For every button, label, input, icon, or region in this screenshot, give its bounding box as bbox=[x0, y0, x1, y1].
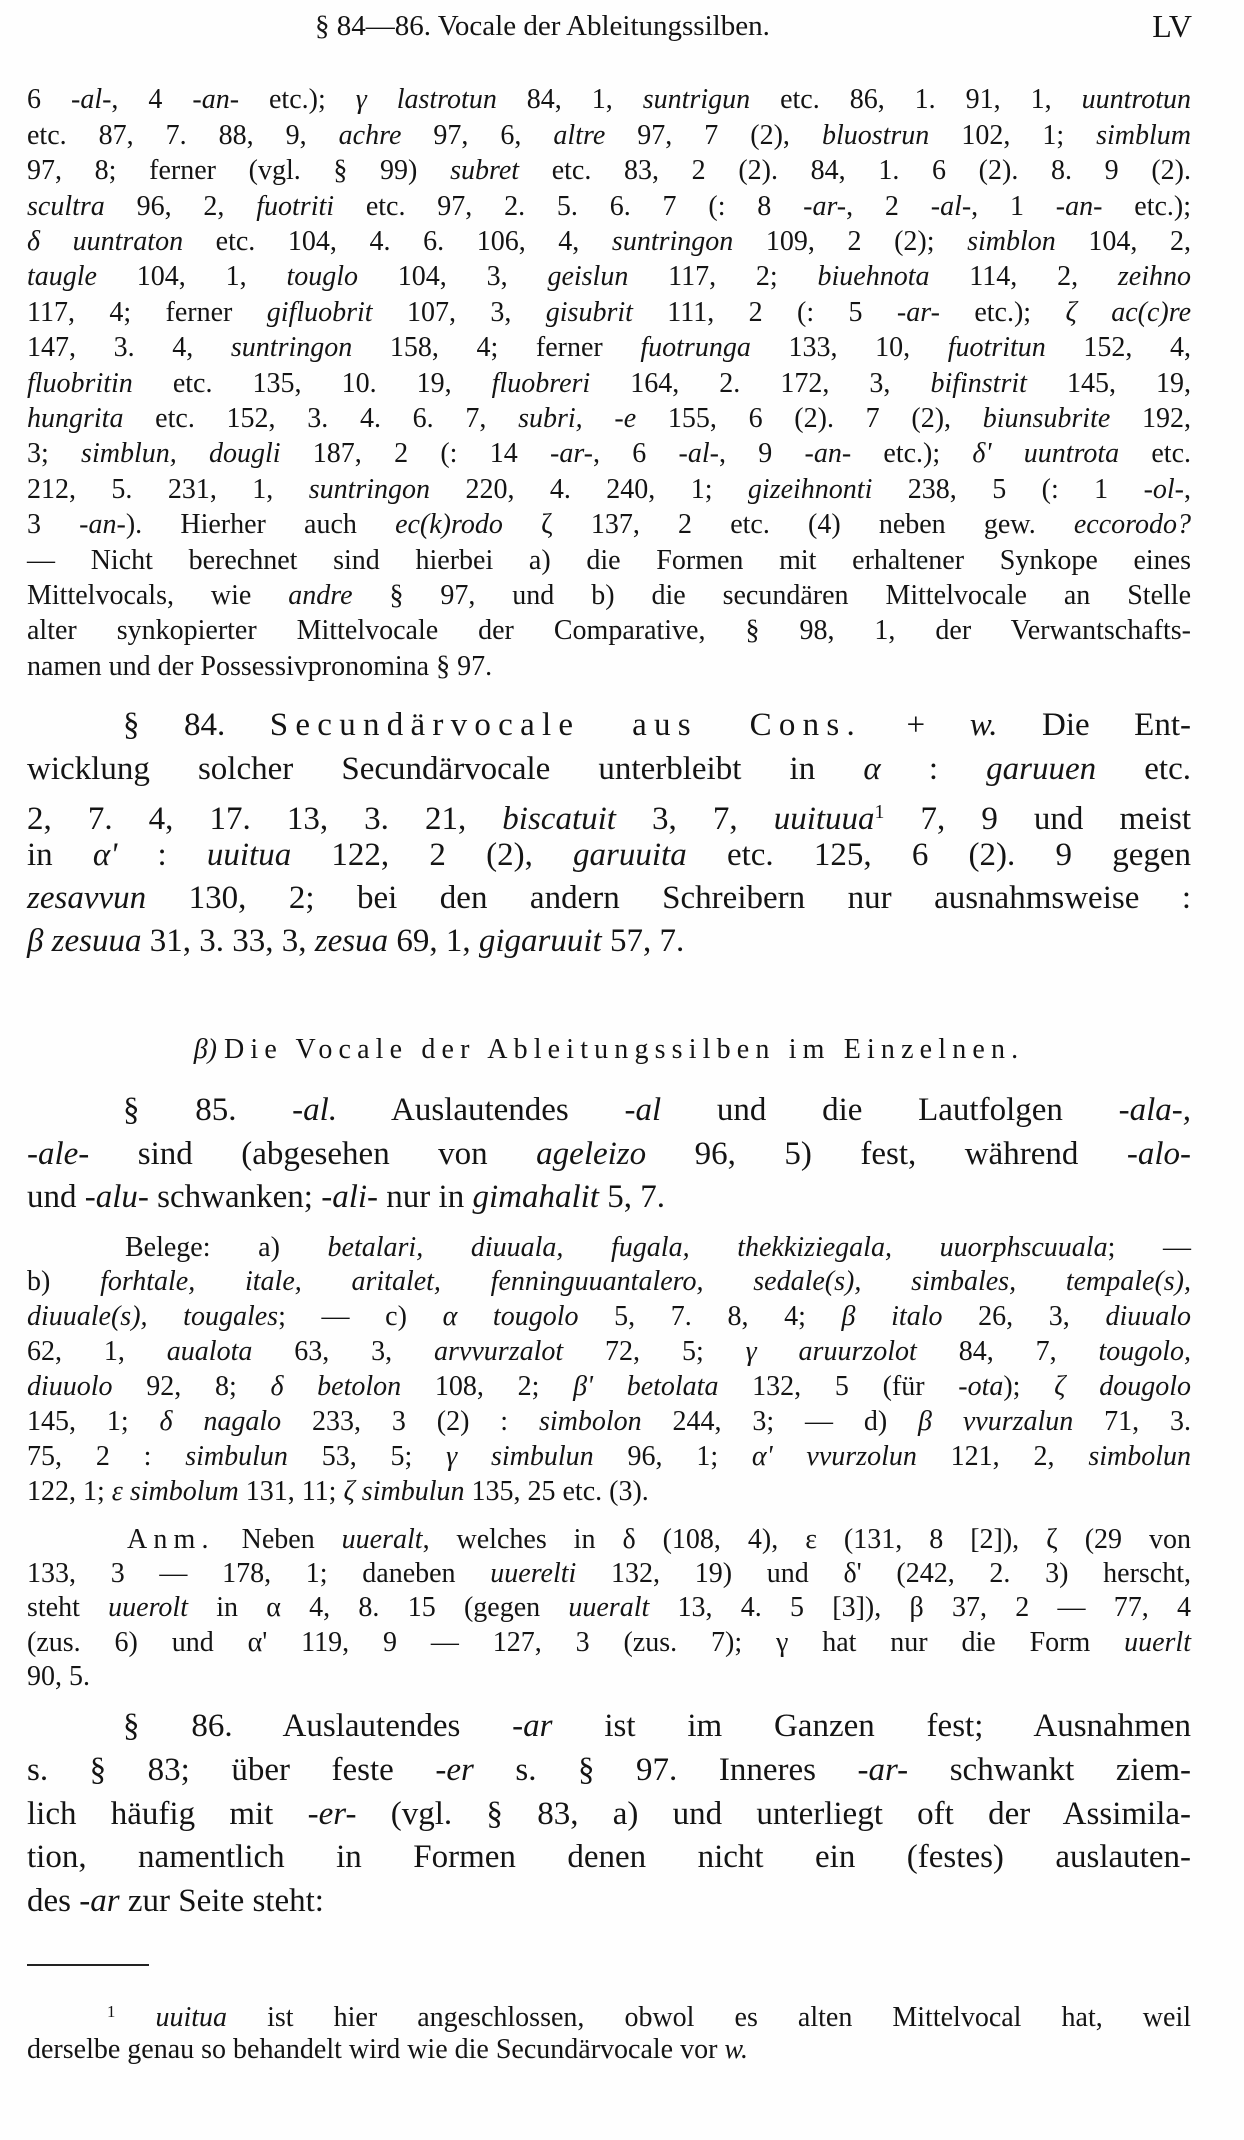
text-line bbox=[27, 649, 492, 684]
text-run: 13, 4. 5 [3]), β 37, 2 — 77, 4 bbox=[649, 1592, 1191, 1624]
text-line bbox=[27, 401, 1191, 436]
text-line bbox=[123, 704, 1191, 747]
italic-text: gigaruuit bbox=[478, 923, 602, 960]
text-run: 26, 3, bbox=[942, 1301, 1106, 1333]
text-run: 96, 1; bbox=[593, 1440, 752, 1472]
text-run bbox=[115, 2002, 155, 2033]
text-run: 145, 1; bbox=[27, 1406, 160, 1438]
text-line bbox=[27, 472, 1191, 507]
text-run: 69, 1, bbox=[388, 923, 479, 960]
italic-text: uuerolt bbox=[108, 1592, 188, 1624]
italic-text: al- bbox=[687, 438, 719, 470]
text-line bbox=[27, 1440, 1191, 1475]
text-line bbox=[27, 920, 684, 963]
italic-text: an- bbox=[1065, 190, 1103, 222]
italic-text: aualota bbox=[166, 1336, 253, 1368]
text-run: derselbe genau so behandelt wird wie die Secundärvocale vor bbox=[27, 2034, 725, 2065]
text-line bbox=[27, 543, 1191, 578]
text-run: (zus. 6) und α' 119, 9 — 127, 3 (zus. 7); γ hat nur die Form bbox=[27, 1626, 1125, 1658]
text-run: , 1 - bbox=[971, 190, 1066, 222]
footnote-marker: 1 bbox=[874, 800, 885, 823]
text-run: 164, 2. 172, 3, bbox=[590, 367, 931, 399]
text-line bbox=[27, 224, 1191, 259]
italic-text: δ nagalo bbox=[159, 1406, 282, 1438]
italic-text: betalari, diuuala, fugala, thekkiziegala, uuorphscuuala bbox=[327, 1231, 1108, 1263]
text-line bbox=[27, 259, 1191, 294]
text-run: 7, 9 und meist bbox=[884, 800, 1191, 837]
italic-text: touglo bbox=[286, 261, 358, 293]
text-run: 2, 7. 4, 17. 13, 3. 21, bbox=[27, 800, 503, 837]
text-run: 117, 4; ferner bbox=[27, 296, 267, 328]
text-run: 122, 2 (2), bbox=[291, 837, 574, 873]
text-run: 244, 3; — d) bbox=[641, 1406, 919, 1438]
text-line bbox=[27, 877, 1191, 920]
italic-text: fuotriti bbox=[256, 190, 335, 222]
text-line bbox=[27, 436, 1191, 471]
italic-text: -alu- bbox=[84, 1179, 149, 1216]
text-run: b) bbox=[27, 1266, 101, 1298]
italic-text: δ uuntraton bbox=[27, 225, 184, 257]
text-run: nur in bbox=[378, 1179, 473, 1216]
text-run: 108, 2; bbox=[401, 1371, 574, 1403]
text-run: 187, 2 (: 14 - bbox=[280, 438, 560, 470]
text-line bbox=[27, 1405, 1191, 1440]
text-run: alter synkopierter Mittelvocale der Comparative, § 98, 1, der Verwantschafts- bbox=[27, 615, 1191, 647]
italic-text: -er bbox=[435, 1751, 474, 1788]
italic-text: diuualo bbox=[1105, 1301, 1192, 1333]
italic-text: -al. bbox=[292, 1092, 338, 1129]
text-run: ). Hierher auch bbox=[125, 509, 396, 541]
text-run: tion, namentlich in Formen denen nicht ein (festes) auslauten- bbox=[27, 1839, 1191, 1876]
italic-text: w. bbox=[724, 2034, 749, 2065]
italic-text: scultra bbox=[27, 190, 105, 222]
running-head-title: § 84—86. Vocale der Ableitungssilben. bbox=[315, 10, 770, 42]
text-line bbox=[27, 1370, 1191, 1405]
text-run: etc.); bbox=[1102, 190, 1192, 222]
text-line bbox=[27, 1557, 1191, 1591]
text-line bbox=[27, 1749, 1191, 1793]
text-run: 132, 5 (für - bbox=[718, 1371, 968, 1403]
italic-text: bifinstrit bbox=[930, 367, 1027, 399]
footnote-marker: 1 bbox=[107, 2002, 116, 2021]
text-run: 109, 2 (2); bbox=[733, 225, 968, 257]
italic-text: ζ simbulun bbox=[343, 1475, 465, 1507]
text-run: 145, 19, bbox=[1026, 367, 1191, 399]
italic-text: uuerelti bbox=[490, 1558, 577, 1590]
text-run: 62, 1, bbox=[27, 1336, 167, 1368]
spaced-text: Die Vocale der Ableitungssilben im Einzelnen. bbox=[224, 1034, 1025, 1065]
italic-text: subret bbox=[450, 155, 520, 187]
text-run: 238, 5 (: 1 - bbox=[872, 473, 1153, 505]
italic-text: ota bbox=[967, 1371, 1004, 1403]
italic-text: -ar- bbox=[857, 1751, 909, 1788]
italic-text: zesua bbox=[314, 923, 389, 960]
text-line bbox=[27, 330, 1191, 365]
text-run: 220, 4. 240, 1; bbox=[430, 473, 748, 505]
text-run: schwankt ziem- bbox=[908, 1751, 1191, 1788]
text-run: 107, 3, bbox=[372, 296, 546, 328]
italic-text: achre bbox=[338, 119, 402, 151]
spaced-text: Secundärvocale aus Cons. bbox=[269, 707, 863, 744]
text-line bbox=[27, 82, 1191, 117]
italic-text: altre bbox=[553, 119, 606, 151]
text-run: 84, 1, bbox=[496, 84, 643, 116]
text-run: ; — bbox=[1107, 1231, 1191, 1263]
text-run: ist im Ganzen fest; Ausnahmen bbox=[552, 1708, 1191, 1745]
italic-text: suntringon bbox=[308, 473, 431, 505]
italic-text: γ simbulun bbox=[446, 1440, 594, 1472]
text-run: 71, 3. bbox=[1073, 1406, 1192, 1438]
text-run: 3, 7, bbox=[615, 800, 774, 837]
text-run: 75, 2 : bbox=[27, 1440, 186, 1472]
text-run: 31, 3. 33, 3, bbox=[141, 923, 315, 960]
text-run: 97, 7 (2), bbox=[605, 119, 822, 151]
text-run: § 86. Auslautendes bbox=[123, 1708, 513, 1745]
text-line bbox=[27, 2031, 748, 2069]
text-run: in α 4, 8. 15 (gegen bbox=[187, 1592, 569, 1624]
italic-text: α tougolo bbox=[442, 1301, 579, 1333]
text-run: etc.); bbox=[851, 438, 973, 470]
text-run: sind (abgesehen von bbox=[89, 1135, 537, 1172]
italic-text: ar- bbox=[906, 296, 940, 328]
text-run: etc.); bbox=[239, 84, 356, 116]
text-line bbox=[123, 1089, 1191, 1133]
italic-text: hungrita bbox=[27, 402, 124, 434]
italic-text: -ar bbox=[512, 1708, 553, 1745]
italic-text: -ala-, bbox=[1118, 1092, 1192, 1129]
text-run: : bbox=[880, 750, 987, 787]
text-run: 97, 8; ferner (vgl. § 99) bbox=[27, 155, 451, 187]
text-line bbox=[27, 295, 1191, 330]
text-run: 117, 2; bbox=[628, 261, 818, 293]
text-run: 114, 2, bbox=[929, 261, 1118, 293]
italic-text: fuotrunga bbox=[640, 332, 751, 364]
text-run: 63, 3, bbox=[252, 1336, 435, 1368]
italic-text: forhtale, itale, aritalet, fenninguuantalero, sedale(s), simbales, tempale(s), bbox=[100, 1266, 1192, 1298]
text-line bbox=[27, 1475, 649, 1510]
italic-text: geislun bbox=[547, 261, 629, 293]
italic-text: β) bbox=[193, 1034, 217, 1065]
italic-text: α' vvurzolun bbox=[751, 1440, 917, 1472]
italic-text: β vvurzalun bbox=[918, 1406, 1074, 1438]
text-run: etc. bbox=[1119, 438, 1192, 470]
italic-text: uueralt bbox=[568, 1592, 650, 1624]
text-run: zur Seite steht: bbox=[119, 1882, 324, 1919]
italic-text: γ lastrotun bbox=[355, 84, 497, 116]
italic-text: diuuolo bbox=[27, 1371, 113, 1403]
text-run: etc. 86, 1. 91, 1, bbox=[750, 84, 1082, 116]
text-line bbox=[27, 834, 1191, 877]
italic-text: simblum bbox=[1096, 119, 1192, 151]
text-run: 5, 7. bbox=[598, 1179, 665, 1216]
text-run: 72, 5; bbox=[563, 1336, 746, 1368]
text-run: ; — c) bbox=[278, 1301, 443, 1333]
italic-text: simbolon bbox=[538, 1406, 642, 1438]
text-run: Neben bbox=[214, 1523, 342, 1555]
italic-text: gizeihnonti bbox=[747, 473, 873, 505]
italic-text: arvvurzalot bbox=[434, 1336, 564, 1368]
italic-text: tougolo, bbox=[1098, 1336, 1192, 1368]
text-run: , 2 - bbox=[846, 190, 941, 222]
italic-text: w. bbox=[969, 707, 998, 744]
italic-text: zesavvun bbox=[27, 880, 147, 917]
italic-text: an- bbox=[201, 84, 240, 116]
text-run: steht bbox=[27, 1592, 109, 1624]
text-run: 121, 2, bbox=[916, 1440, 1089, 1472]
text-run: 6 - bbox=[27, 84, 81, 116]
italic-text: al- bbox=[940, 190, 972, 222]
text-run: 233, 3 (2) : bbox=[281, 1406, 539, 1438]
italic-text: δ' uuntrota bbox=[972, 438, 1120, 470]
text-line bbox=[123, 1705, 1191, 1749]
italic-text: α bbox=[863, 750, 881, 787]
text-line bbox=[27, 189, 1191, 224]
italic-text: subri, -e bbox=[518, 402, 637, 434]
text-run: 212, 5. 231, 1, bbox=[27, 473, 309, 505]
text-run: , bbox=[1184, 473, 1192, 505]
text-run: 84, 7, bbox=[916, 1336, 1099, 1368]
text-run: etc. bbox=[1096, 750, 1191, 787]
italic-text: garuuen bbox=[986, 750, 1097, 787]
italic-text: ar- bbox=[559, 438, 593, 470]
text-run: etc. 87, 7. 88, 9, bbox=[27, 119, 339, 151]
text-run: + bbox=[862, 707, 970, 744]
text-run: ); bbox=[1003, 1371, 1055, 1403]
text-run: ist hier angeschlossen, obwol es alten Mittelvocal hat, weil bbox=[227, 2002, 1192, 2034]
italic-text: -ar bbox=[79, 1882, 120, 1919]
text-line bbox=[27, 507, 1191, 542]
italic-text: uuitua bbox=[206, 837, 292, 873]
italic-text: gisubrit bbox=[545, 296, 633, 328]
text-run: 158, 4; ferner bbox=[352, 332, 641, 364]
text-run: in bbox=[27, 837, 93, 873]
text-run: , 4 - bbox=[111, 84, 202, 116]
italic-text: fluobritin bbox=[27, 367, 133, 399]
italic-text: ζ dougolo bbox=[1054, 1371, 1191, 1403]
text-line bbox=[27, 1300, 1191, 1335]
italic-text: fluobreri bbox=[491, 367, 591, 399]
italic-text: -ale- bbox=[27, 1135, 90, 1172]
italic-text: simbulun bbox=[185, 1440, 288, 1472]
italic-text: uuntrotun bbox=[1081, 84, 1192, 116]
page-number: LV bbox=[1152, 8, 1192, 44]
italic-text: β' betolata bbox=[573, 1371, 719, 1403]
italic-text: uuituua bbox=[773, 800, 875, 837]
text-run: , welches in δ (108, 4), ε (131, 8 [2]), ζ (29 von bbox=[422, 1523, 1192, 1555]
footnote-divider bbox=[27, 1964, 149, 1966]
text-run: 104, 1, bbox=[97, 261, 287, 293]
text-line bbox=[27, 1880, 324, 1924]
italic-text: ageleizo bbox=[536, 1135, 647, 1172]
italic-text: suntrigun bbox=[642, 84, 751, 116]
text-run: etc. 83, 2 (2). 84, 1. 6 (2). 8. 9 (2). bbox=[519, 155, 1191, 187]
italic-text: diuuale(s), tougales bbox=[27, 1301, 279, 1333]
text-run: etc.); bbox=[939, 296, 1066, 328]
italic-text: garuuita bbox=[573, 837, 687, 873]
text-run: 97, 6, bbox=[401, 119, 554, 151]
text-run: 90, 5. bbox=[27, 1660, 90, 1692]
italic-text: biuehnota bbox=[817, 261, 930, 293]
italic-text: ol- bbox=[1152, 473, 1185, 505]
text-run: Die Ent- bbox=[997, 707, 1191, 744]
spaced-text: Anm. bbox=[127, 1523, 215, 1555]
text-line bbox=[27, 1133, 1191, 1177]
text-run: 92, 8; bbox=[112, 1371, 271, 1403]
text-run: 104, 2, bbox=[1055, 225, 1191, 257]
italic-text: ε simbolum bbox=[111, 1475, 239, 1507]
text-run: , 6 - bbox=[592, 438, 688, 470]
text-line bbox=[27, 366, 1191, 401]
italic-text: gifluobrit bbox=[266, 296, 373, 328]
text-line bbox=[27, 118, 1191, 153]
italic-text: biscatuit bbox=[502, 800, 616, 837]
text-run: 122, 1; bbox=[27, 1475, 112, 1507]
text-run: 3 - bbox=[27, 509, 89, 541]
italic-text: γ aruurzolot bbox=[745, 1336, 917, 1368]
text-run: 96, 2, bbox=[104, 190, 257, 222]
italic-text: an- bbox=[88, 509, 126, 541]
text-run: 102, 1; bbox=[929, 119, 1097, 151]
text-run: 130, 2; bei den andern Schreibern nur ausnahmsweise : bbox=[146, 880, 1191, 917]
italic-text: al- bbox=[80, 84, 112, 116]
italic-text: -alo- bbox=[1126, 1135, 1191, 1172]
italic-text: -al bbox=[624, 1092, 662, 1129]
italic-text: α' bbox=[92, 837, 118, 873]
running-head bbox=[0, 8, 1244, 48]
italic-text: -er- bbox=[307, 1795, 357, 1832]
italic-text: suntringon bbox=[230, 332, 353, 364]
text-run: 152, 4, bbox=[1045, 332, 1192, 364]
text-run: etc. 125, 6 (2). 9 gegen bbox=[686, 837, 1191, 873]
italic-text: fuotritun bbox=[947, 332, 1046, 364]
text-run: namen und der Possessivpronomina § 97. bbox=[27, 650, 493, 682]
text-line bbox=[27, 1335, 1191, 1370]
text-run: etc. 152, 3. 4. 6. 7, bbox=[123, 402, 519, 434]
italic-text: ec(k)rodo bbox=[395, 509, 503, 541]
text-run: 192, bbox=[1110, 402, 1192, 434]
text-line bbox=[27, 1793, 1191, 1837]
text-run: 155, 6 (2). 7 (2), bbox=[636, 402, 983, 434]
text-run: , 9 - bbox=[718, 438, 814, 470]
text-run: s. § 97. Inneres bbox=[473, 1751, 858, 1788]
text-run: 104, 3, bbox=[358, 261, 548, 293]
text-run: etc. 135, 10. 19, bbox=[132, 367, 492, 399]
text-run: etc. 104, 4. 6. 106, 4, bbox=[183, 225, 612, 257]
text-run: 53, 5; bbox=[287, 1440, 447, 1472]
italic-text: uueralt bbox=[341, 1523, 423, 1555]
italic-text: eccorodo? bbox=[1073, 509, 1192, 541]
text-run: 132, 19) und δ' (242, 2. 3) herscht, bbox=[576, 1558, 1191, 1590]
text-run: und bbox=[27, 1179, 85, 1216]
italic-text: uuerlt bbox=[1124, 1626, 1191, 1658]
italic-text: an- bbox=[813, 438, 852, 470]
text-run: : bbox=[117, 837, 207, 873]
text-run: 147, 3. 4, bbox=[27, 332, 231, 364]
text-run: und die Lautfolgen bbox=[661, 1092, 1119, 1129]
italic-text: gimahalit bbox=[472, 1179, 599, 1216]
italic-text: ar- bbox=[812, 190, 847, 222]
text-run: — Nicht berechnet sind hierbei a) die Formen mit erhaltener Synkope eines bbox=[27, 544, 1191, 576]
text-line bbox=[27, 1660, 90, 1694]
text-run: ζ 137, 2 etc. (4) neben gew. bbox=[502, 509, 1074, 541]
italic-text: β italo bbox=[841, 1301, 943, 1333]
text-line bbox=[27, 613, 1191, 648]
italic-text: δ betolon bbox=[270, 1371, 402, 1403]
italic-text: uuitua bbox=[155, 2002, 228, 2034]
italic-text: taugle bbox=[27, 261, 97, 293]
text-line bbox=[27, 1626, 1191, 1660]
text-run: (vgl. § 83, a) und unterliegt oft der Assimila- bbox=[356, 1795, 1191, 1832]
text-run: 111, 2 (: 5 - bbox=[632, 296, 907, 328]
italic-text: zeihno bbox=[1117, 261, 1191, 293]
italic-text: ζ ac(c)re bbox=[1065, 296, 1191, 328]
text-run: lich häufig mit bbox=[27, 1795, 308, 1832]
italic-text: andre bbox=[288, 579, 353, 611]
text-line bbox=[27, 153, 1191, 188]
italic-text: biunsubrite bbox=[982, 402, 1111, 434]
text-run: 131, 11; bbox=[238, 1475, 344, 1507]
italic-text: β zesuua bbox=[27, 923, 142, 960]
text-run: 133, 3 — 178, 1; daneben bbox=[27, 1558, 491, 1590]
text-run: Belege: a) bbox=[125, 1231, 328, 1263]
text-run: des bbox=[27, 1882, 80, 1919]
text-run: § 84. bbox=[123, 707, 270, 744]
text-run: Mittelvocals, wie bbox=[27, 579, 289, 611]
text-line bbox=[27, 1591, 1191, 1625]
text-run: 5, 7. 8, 4; bbox=[578, 1301, 842, 1333]
text-line bbox=[27, 578, 1191, 613]
text-run: 135, 25 etc. (3). bbox=[464, 1475, 649, 1507]
text-run: etc. 97, 2. 5. 6. 7 (: 8 - bbox=[334, 190, 813, 222]
text-run: § 97, und b) die secundären Mittelvocale an Stelle bbox=[352, 579, 1191, 611]
text-line bbox=[27, 1836, 1191, 1880]
text-line bbox=[27, 1176, 665, 1220]
italic-text: suntringon bbox=[611, 225, 734, 257]
text-run: s. § 83; über feste bbox=[27, 1751, 436, 1788]
text-run: 133, 10, bbox=[750, 332, 948, 364]
text-run: 96, 5) fest, während bbox=[646, 1135, 1127, 1172]
text-line bbox=[194, 1030, 1025, 1070]
text-run: Auslautendes bbox=[337, 1092, 625, 1129]
italic-text: simblun, dougli bbox=[81, 438, 281, 470]
italic-text: simbolun bbox=[1088, 1440, 1191, 1472]
italic-text: bluostrun bbox=[821, 119, 930, 151]
text-run: schwanken; bbox=[148, 1179, 322, 1216]
italic-text: simblon bbox=[967, 225, 1056, 257]
italic-text: -ali- bbox=[321, 1179, 379, 1216]
text-line bbox=[125, 1231, 1191, 1266]
text-line bbox=[127, 1523, 1191, 1557]
text-run: § 85. bbox=[123, 1092, 293, 1129]
text-run: 57, 7. bbox=[601, 923, 685, 960]
text-run: wicklung solcher Secundärvocale unterbleibt in bbox=[27, 750, 864, 787]
text-run: 3; bbox=[27, 438, 82, 470]
text-line bbox=[27, 1265, 1191, 1300]
text-line bbox=[27, 748, 1191, 791]
